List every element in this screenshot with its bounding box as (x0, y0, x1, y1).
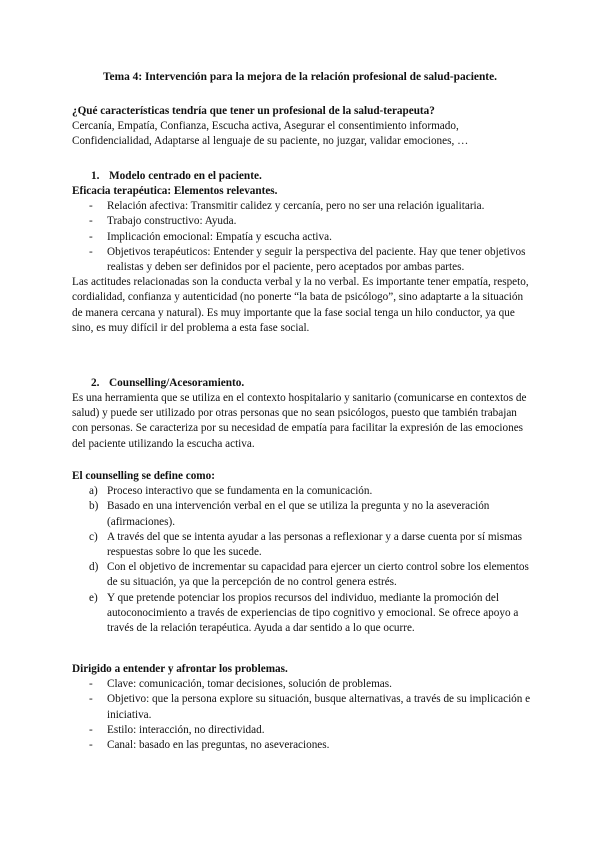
list-marker: a) (89, 485, 98, 498)
list-item: - Implicación emocional: Empatía y escucha activa. (72, 230, 532, 245)
bullet-marker: - (89, 215, 93, 228)
section2-title: Counselling/Acesoramiento. (109, 377, 245, 389)
bullet-marker: - (89, 200, 93, 213)
bullet-marker: - (89, 230, 93, 243)
list-item: d) Con el objetivo de incrementar su capacidad para ejercer un cierto control sobre los elementos de su situación, ya que la percepción de no control genera estrés. (89, 561, 529, 589)
page-title: Tema 4: Intervención para la mejora de la relación profesional de salud-paciente. (102, 71, 497, 83)
section1-body (72, 184, 532, 336)
list-marker: e) (89, 591, 98, 604)
directed-heading: Dirigido a entender y afrontar los problemas. (72, 663, 288, 675)
list-item: - Objetivo: que la persona explore su situación, busque alternativas, a través de su implicación e iniciativa. (89, 693, 531, 721)
directed-list (72, 677, 532, 753)
section1-number: 1. (91, 170, 100, 182)
list-marker: d) (89, 561, 99, 574)
list-item: - Clave: comunicación, tomar decisiones, solución de problemas. (72, 677, 532, 692)
section1-title: Modelo centrado en el paciente. (109, 170, 262, 182)
list-item: - Trabajo constructivo: Ayuda. (72, 214, 532, 229)
question-heading: ¿Qué características tendría que tener un profesional de la salud-terapeuta? (72, 105, 435, 117)
list-item: e) Y que pretende potenciar los propios recursos del individuo, mediante la promoción del autoconocimiento a través de experiencias de tipo cognitivo y emocional. Se ofrece apoyo a través de la relación terapéutica. Ayuda a dar sentido a lo que ocurre. (89, 591, 519, 635)
section2-paragraph: Es una herramienta que se utiliza en el contexto hospitalario y sanitario (comunicarse en contextos de salud) y puede ser utilizado por otras personas que no sean psicólogos, puesto que también trabajan con personas. Se caracteriza por su necesidad de empatía para facilitar la expresión de las emociones del paciente utilizando la escucha activa. (72, 392, 527, 450)
list-item: - Estilo: interacción, no directividad. (72, 723, 532, 738)
bullet-marker: - (89, 693, 93, 706)
section2-heading (91, 376, 244, 391)
list-marker: c) (89, 530, 98, 543)
counselling-definition (72, 469, 532, 636)
list-item: a) Proceso interactivo que se fundamenta en la comunicación. (72, 484, 532, 499)
section1-subheading: Eficacia terapéutica: Elementos relevantes. (72, 185, 278, 197)
list-item: - Objetivos terapéuticos: Entender y seguir la perspectiva del paciente. Hay que tener objetivos realistas y deben ser definidos por el paciente, pero aceptados por ambas partes. (89, 245, 526, 274)
list-item: b) Basado en una intervención verbal en el que se utiliza la pregunta y no la aseveración (afirmaciones). (89, 500, 490, 528)
question-block (72, 104, 532, 150)
question-answer: Cercanía, Empatía, Confianza, Escucha activa, Asegurar el consentimiento informado, Confidencialidad, Adaptarse al lenguaje de su paciente, no juzgar, validar emociones, … (72, 120, 469, 148)
list-item: - Canal: basado en las preguntas, no aseveraciones. (72, 738, 532, 753)
list-item: c) A través del que se intenta ayudar a las personas a reflexionar y a darse cuenta por sí mismas respuestas sobre lo que les sucede. (89, 530, 523, 559)
list-marker: b) (89, 500, 99, 513)
section1-paragraph: Las actitudes relacionadas son la conducta verbal y la no verbal. Es importante tener empatía, respeto, cordialidad, confianza y autenticidad (no ponerte “la bata de psicólogo”, sino adaptarte a la situación de manera cercana y natural). Es muy importante que la fase social tenga un hilo conductor, ya que sino, es muy difícil ir del problema a esta fase social. (72, 276, 529, 334)
bullet-marker: - (89, 723, 93, 736)
definition-heading: El counselling se define como: (72, 470, 215, 482)
section1-heading (91, 169, 262, 184)
section2-number: 2. (91, 377, 100, 389)
bullet-marker: - (89, 678, 93, 691)
bullet-marker: - (89, 739, 93, 752)
section1-list (72, 199, 532, 275)
definition-list (72, 484, 532, 636)
list-item: - Relación afectiva: Transmitir calidez y cercanía, pero no ser una relación igualitaria. (72, 199, 532, 214)
bullet-marker: - (89, 245, 93, 258)
section2-intro (72, 391, 532, 452)
directed-block (72, 662, 532, 753)
